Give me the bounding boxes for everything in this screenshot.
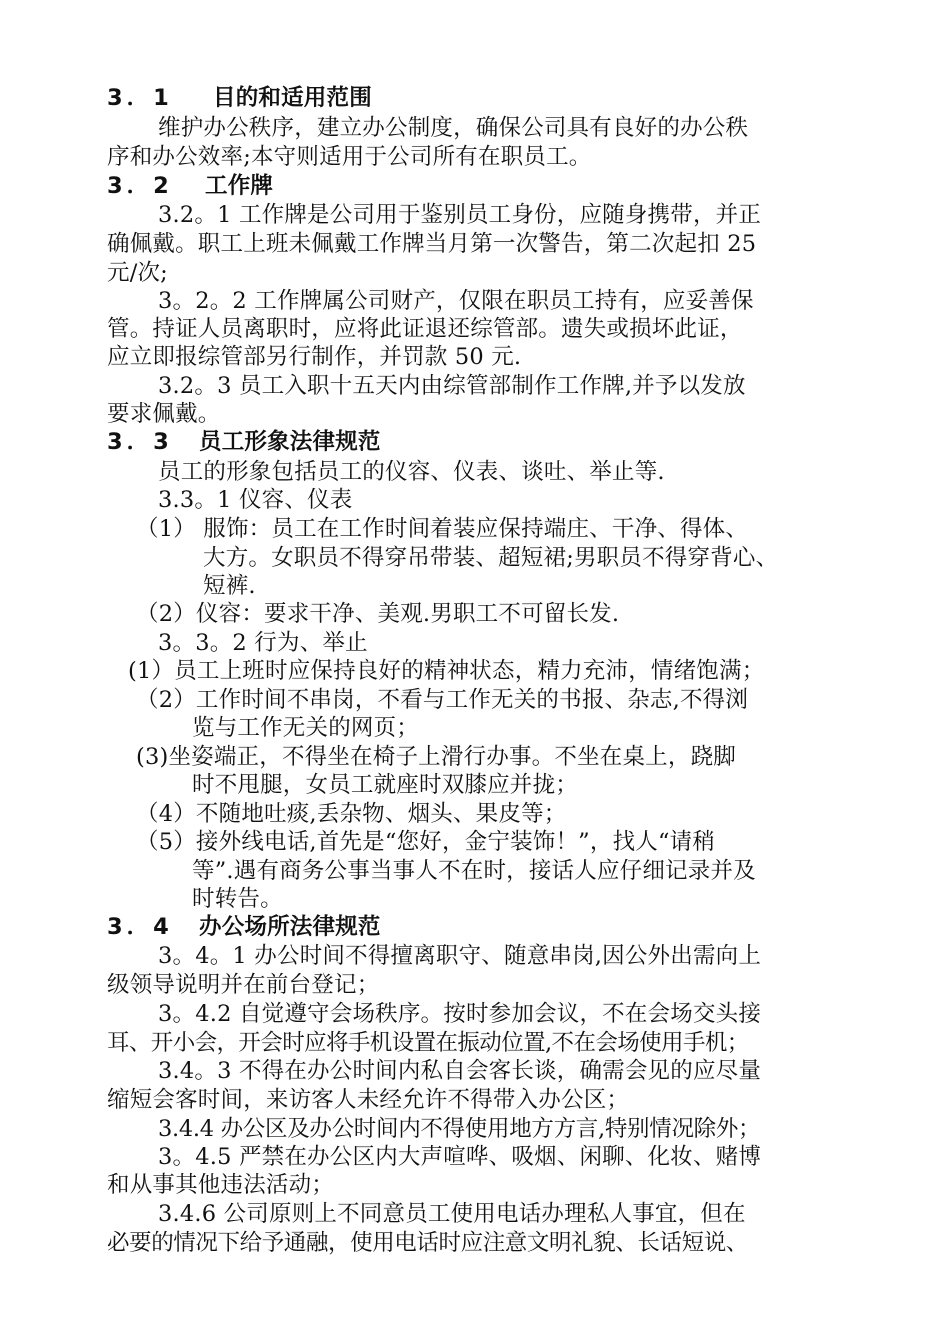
paragraph-line: 3。3。2 行为、举止 xyxy=(158,630,368,656)
section-heading xyxy=(107,83,372,113)
list-item-line: （2）工作时间不串岗，不看与工作无关的书报、杂志,不得浏 xyxy=(136,687,749,713)
section-number: 3．2 xyxy=(107,173,173,199)
paragraph-line: 确佩戴。职工上班未佩戴工作牌当月第一次警告，第二次起扣 25 xyxy=(107,231,757,257)
paragraph-line: 和从事其他违法活动； xyxy=(107,1172,335,1198)
paragraph-line: 3.4.4 办公区及办公时间内不得使用地方方言,特别情况除外； xyxy=(158,1116,761,1142)
paragraph-line: 级领导说明并在前台登记； xyxy=(107,972,380,998)
paragraph-line: 3.2。1 工作牌是公司用于鉴别员工身份，应随身携带，并正 xyxy=(158,202,762,228)
paragraph-line: 管。持证人员离职时，应将此证退还综管部。遗失或损坏此证， xyxy=(107,316,743,342)
section-title: 工作牌 xyxy=(205,173,274,199)
list-item-line: （1） 服饰：员工在工作时间着装应保持端庄、干净、得体、 xyxy=(136,516,749,542)
section-title: 员工形象法律规范 xyxy=(199,429,381,455)
list-item-line: （4）不随地吐痰,丢杂物、烟头、果皮等； xyxy=(136,801,567,827)
paragraph-line: 员工的形象包括员工的仪容、仪表、谈吐、举止等. xyxy=(158,459,665,485)
paragraph-line: 耳、开小会，开会时应将手机设置在振动位置,不在会场使用手机； xyxy=(107,1030,749,1056)
section-heading xyxy=(107,427,381,457)
section-number: 3．1 xyxy=(107,85,173,111)
paragraph-line: 要求佩戴。 xyxy=(107,401,221,427)
paragraph-line: 3。4.2 自觉遵守会场秩序。按时参加会议，不在会场交头接 xyxy=(158,1001,762,1027)
paragraph-line: 3。4。1 办公时间不得擅离职守、随意串岗,因公外出需向上 xyxy=(158,943,762,969)
paragraph-line: 维护办公秩序，建立办公制度，确保公司具有良好的办公秩 xyxy=(158,115,749,141)
list-item-line: 大方。女职员不得穿吊带装、超短裙;男职员不得穿背心、 xyxy=(203,545,779,571)
list-item-line: 时转告。 xyxy=(192,886,283,912)
section-title: 办公场所法律规范 xyxy=(199,914,381,940)
paragraph-line: 3.3。1 仪容、仪表 xyxy=(158,487,353,513)
paragraph-line: 必要的情况下给予通融，使用电话时应注意文明礼貌、长话短说、 xyxy=(107,1230,748,1256)
paragraph-line: 元/次; xyxy=(107,260,168,286)
paragraph-line: 3.4.6 公司原则上不同意员工使用电话办理私人事宜，但在 xyxy=(158,1201,746,1227)
paragraph-line: 应立即报综管部另行制作，并罚款 50 元. xyxy=(107,344,522,370)
list-item-line: 短裤. xyxy=(203,573,256,599)
paragraph-line: 缩短会客时间，来访客人未经允许不得带入办公区； xyxy=(107,1087,630,1113)
section-title: 目的和适用范围 xyxy=(213,85,372,111)
list-item-line: 览与工作无关的网页； xyxy=(192,715,420,741)
list-item-line: 时不甩腿，女员工就座时双膝应并拢； xyxy=(192,772,578,798)
section-heading xyxy=(107,171,273,201)
paragraph-line: 3。2。2 工作牌属公司财产，仅限在职员工持有，应妥善保 xyxy=(158,288,754,314)
paragraph-line: 3.2。3 员工入职十五天内由综管部制作工作牌,并予以发放 xyxy=(158,373,746,399)
paragraph-line: 3。4.5 严禁在办公区内大声喧哗、吸烟、闲聊、化妆、赌博 xyxy=(158,1144,762,1170)
paragraph-line: 3.4。3 不得在办公时间内私自会客长谈，确需会见的应尽量 xyxy=(158,1058,762,1084)
list-item-line: (1）员工上班时应保持良好的精神状态，精力充沛，情绪饱满； xyxy=(128,658,765,684)
list-item-line: (3)坐姿端正，不得坐在椅子上滑行办事。不坐在桌上，跷脚 xyxy=(136,744,736,770)
section-number: 3．4 xyxy=(107,914,173,940)
list-item-line: （5）接外线电话,首先是“您好，金宁装饰！”，找人“请稍 xyxy=(136,829,716,855)
section-number: 3．3 xyxy=(107,429,173,455)
section-heading xyxy=(107,912,381,942)
list-item-line: 等”.遇有商务公事当事人不在时，接话人应仔细记录并及 xyxy=(192,858,756,884)
paragraph-line: 序和办公效率;本守则适用于公司所有在职员工。 xyxy=(107,144,592,170)
list-item-line: （2）仪容：要求干净、美观.男职工不可留长发. xyxy=(136,601,620,627)
